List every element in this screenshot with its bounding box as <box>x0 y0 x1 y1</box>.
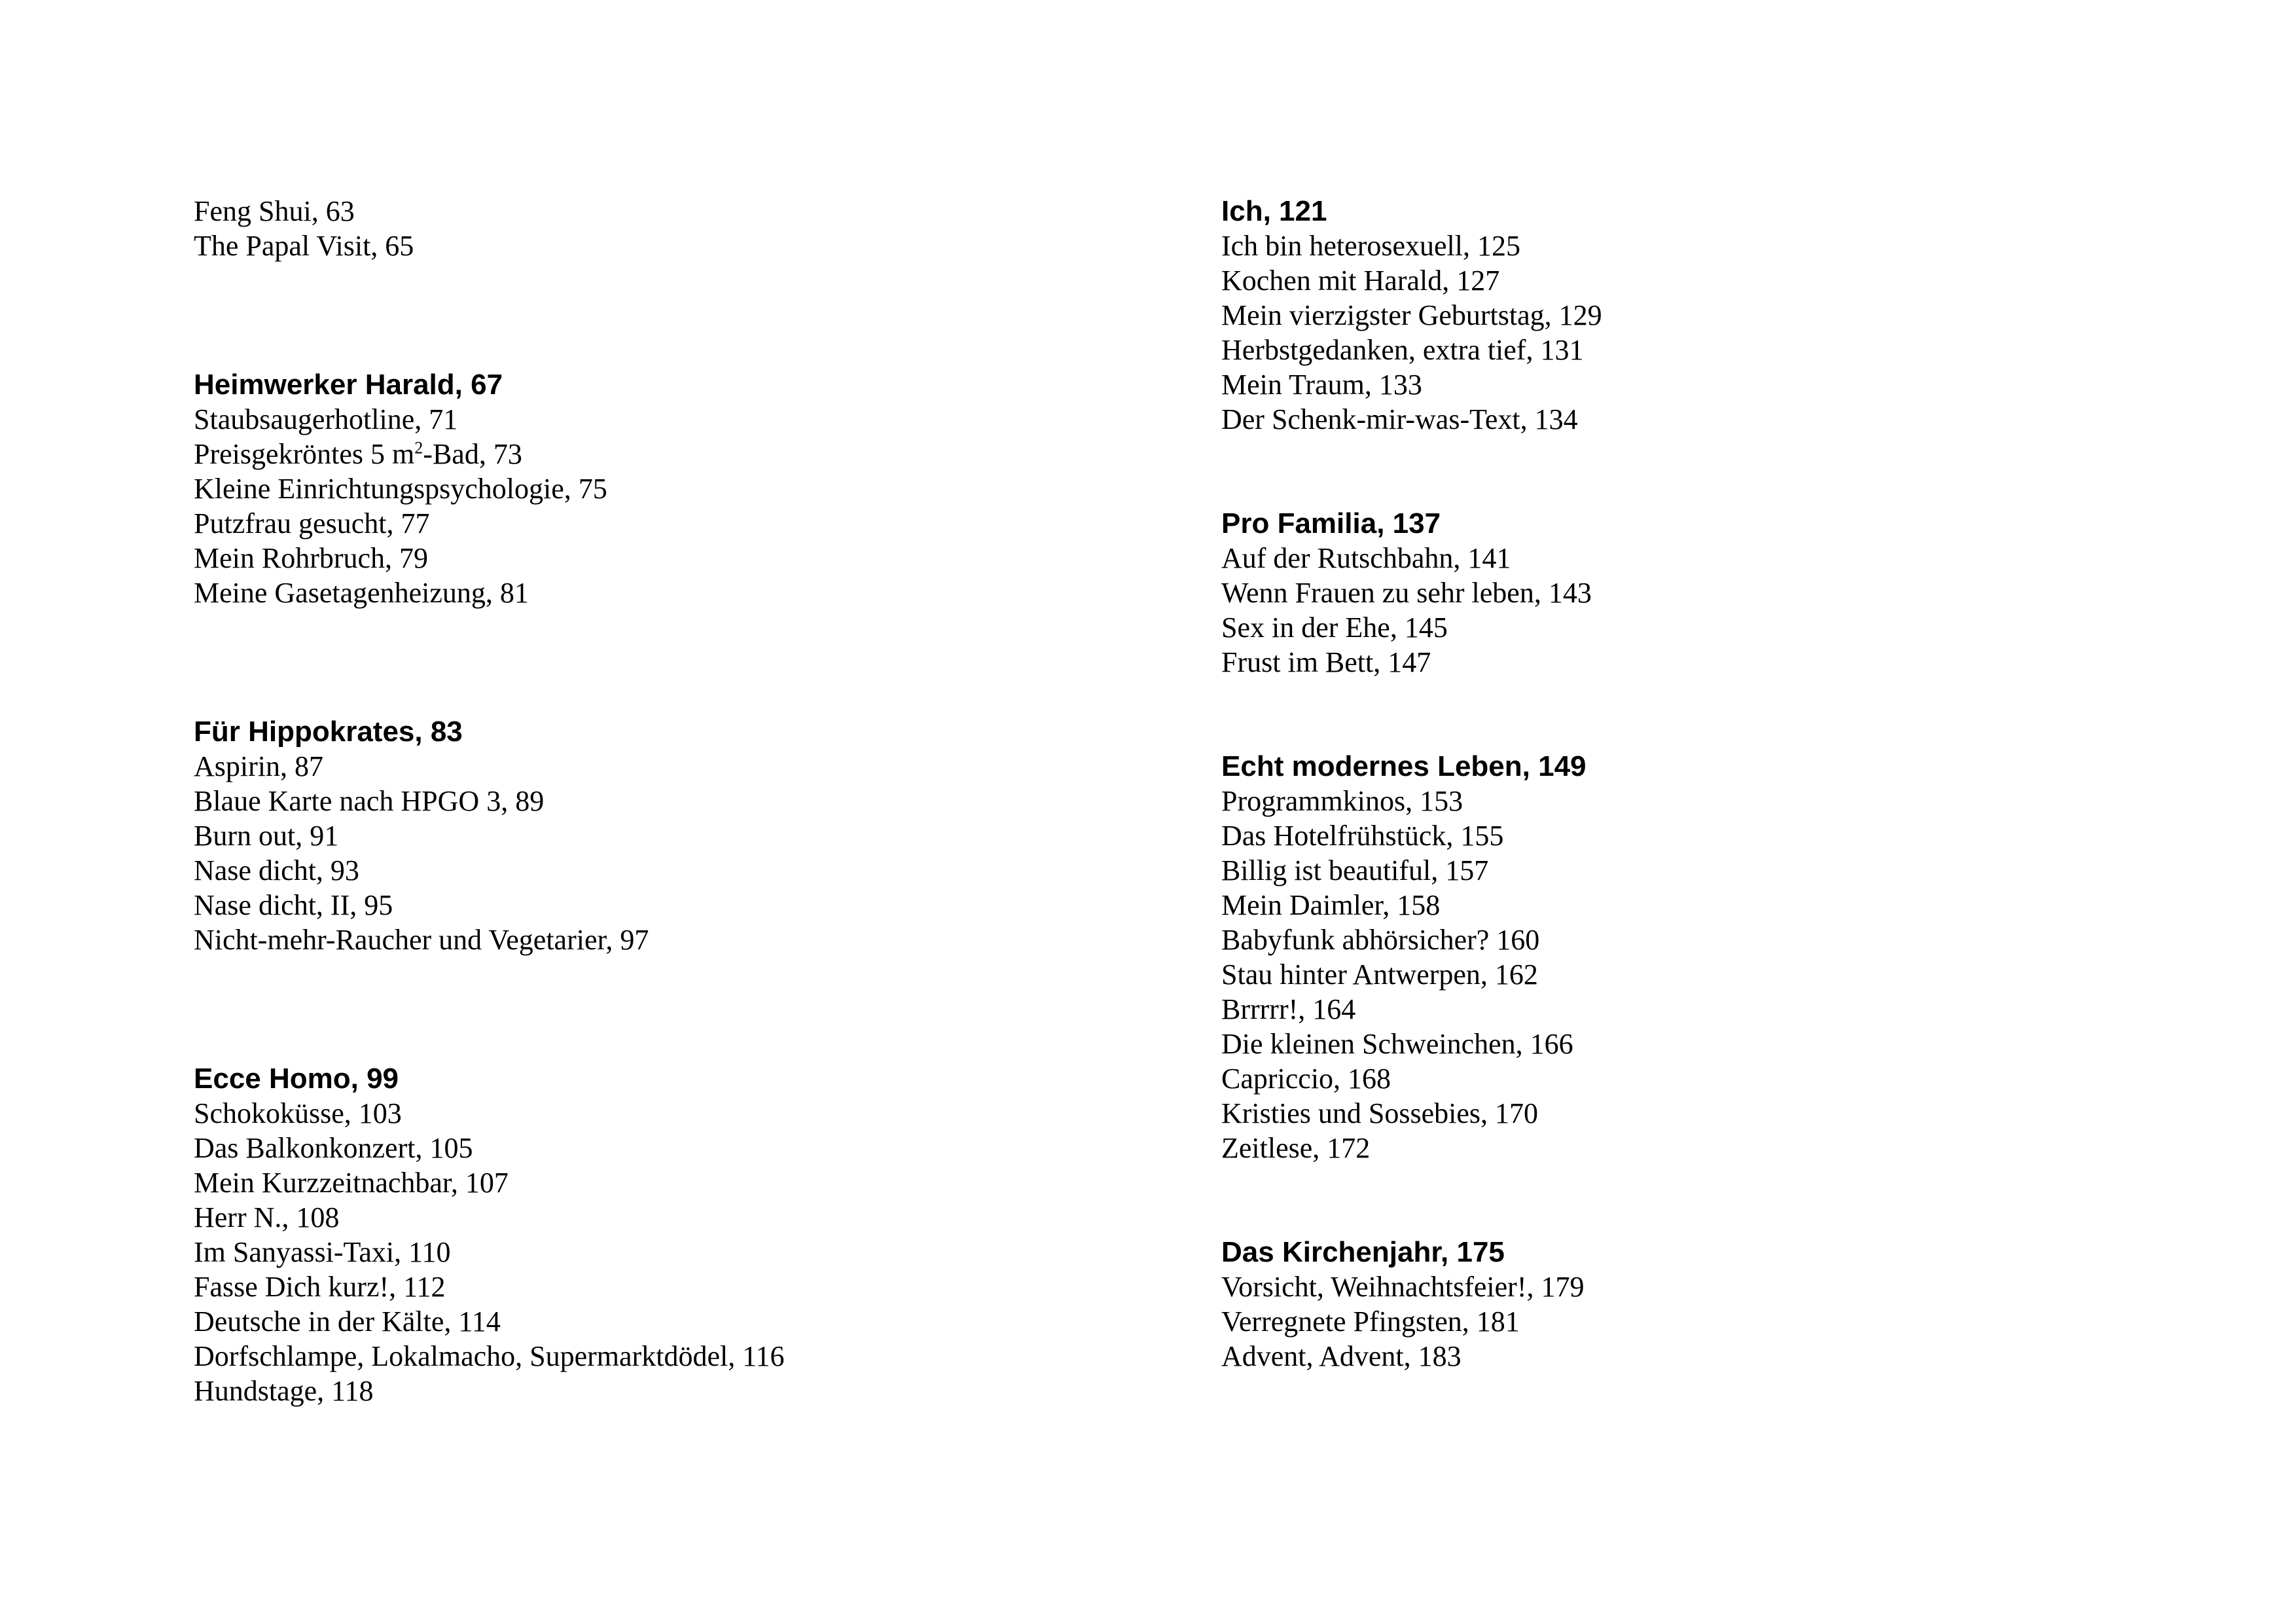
toc-entry: Blaue Karte nach HPGO 3, 89 <box>194 785 545 817</box>
toc-entry: Meine Gasetagenheizung, 81 <box>194 577 529 609</box>
toc-entry: Schokoküsse, 103 <box>194 1097 402 1129</box>
toc-entry: Das Hotelfrühstück, 155 <box>1221 820 1504 852</box>
toc-entry: Kleine Einrichtungspsychologie, 75 <box>194 473 607 505</box>
toc-entry: Nicht-mehr-Raucher und Vegetarier, 97 <box>194 924 649 956</box>
toc-entry: Capriccio, 168 <box>1221 1063 1391 1095</box>
toc-entry: Putzfrau gesucht, 77 <box>194 507 430 539</box>
toc-entry: Nase dicht, 93 <box>194 854 359 886</box>
section-heading: Ecce Homo, 99 <box>194 1063 399 1095</box>
toc-entry: Mein Kurzzeitnachbar, 107 <box>194 1167 509 1199</box>
toc-entry: Im Sanyassi-Taxi, 110 <box>194 1236 451 1268</box>
toc-entry: Stau hinter Antwerpen, 162 <box>1221 958 1538 991</box>
toc-entry: Die kleinen Schweinchen, 166 <box>1221 1028 1573 1060</box>
toc-section <box>1221 194 2105 437</box>
toc-entry: Kochen mit Harald, 127 <box>1221 264 1500 297</box>
toc-section <box>194 367 1077 610</box>
toc-entry: Mein Rohrbruch, 79 <box>194 542 429 574</box>
toc-entry: Aspirin, 87 <box>194 750 323 782</box>
section-heading: Echt modernes Leben, 149 <box>1221 750 1587 782</box>
toc-entry: Vorsicht, Weihnachtsfeier!, 179 <box>1221 1271 1585 1303</box>
toc-section <box>1221 1235 2105 1374</box>
toc-entry <box>194 437 1077 471</box>
toc-entry: Feng Shui, 63 <box>194 195 355 227</box>
toc-section <box>194 714 1077 957</box>
toc-left-column <box>194 194 1077 1408</box>
toc-entry: Advent, Advent, 183 <box>1221 1340 1462 1372</box>
toc-entry: Verregnete Pfingsten, 181 <box>1221 1305 1520 1338</box>
toc-entry: Dorfschlampe, Lokalmacho, Supermarktdödel, 116 <box>194 1340 785 1372</box>
toc-entry: The Papal Visit, 65 <box>194 230 414 262</box>
section-heading: Ich, 121 <box>1221 195 1327 227</box>
toc-section <box>194 1061 1077 1408</box>
toc-entry: Der Schenk-mir-was-Text, 134 <box>1221 403 1578 435</box>
toc-entry-text: -Bad, 73 <box>423 438 522 470</box>
toc-entry: Wenn Frauen zu sehr leben, 143 <box>1221 577 1592 609</box>
toc-entry: Zeitlese, 172 <box>1221 1132 1371 1164</box>
toc-entry: Sex in der Ehe, 145 <box>1221 611 1448 644</box>
toc-entry: Kristies und Sossebies, 170 <box>1221 1097 1538 1129</box>
toc-entry: Billig ist beautiful, 157 <box>1221 854 1489 886</box>
toc-entry: Herbstgedanken, extra tief, 131 <box>1221 334 1584 366</box>
section-heading: Das Kirchenjahr, 175 <box>1221 1236 1505 1268</box>
toc-entry: Deutsche in der Kälte, 114 <box>194 1305 501 1338</box>
section-heading: Für Hippokrates, 83 <box>194 716 463 748</box>
toc-entry: Nase dicht, II, 95 <box>194 889 393 921</box>
toc-entry: Babyfunk abhörsicher? 160 <box>1221 924 1540 956</box>
toc-section <box>194 194 1077 263</box>
toc-entry: Auf der Rutschbahn, 141 <box>1221 542 1511 574</box>
toc-entry: Fasse Dich kurz!, 112 <box>194 1271 446 1303</box>
section-heading: Pro Familia, 137 <box>1221 507 1441 539</box>
toc-entry: Hundstage, 118 <box>194 1375 374 1407</box>
toc-entry: Herr N., 108 <box>194 1201 340 1233</box>
toc-right-column <box>1221 194 2105 1374</box>
toc-entry: Brrrrr!, 164 <box>1221 993 1356 1025</box>
toc-entry: Programmkinos, 153 <box>1221 785 1463 817</box>
toc-entry: Burn out, 91 <box>194 820 339 852</box>
section-heading: Heimwerker Harald, 67 <box>194 369 503 401</box>
toc-section <box>1221 506 2105 680</box>
toc-entry: Mein vierzigster Geburtstag, 129 <box>1221 299 1602 331</box>
toc-entry: Ich bin heterosexuell, 125 <box>1221 230 1520 262</box>
toc-entry: Mein Daimler, 158 <box>1221 889 1441 921</box>
toc-section <box>1221 749 2105 1165</box>
toc-entry: Frust im Bett, 147 <box>1221 646 1431 678</box>
toc-entry: Das Balkonkonzert, 105 <box>194 1132 473 1164</box>
toc-entry: Mein Traum, 133 <box>1221 369 1422 401</box>
toc-entry: Staubsaugerhotline, 71 <box>194 403 458 435</box>
superscript: 2 <box>414 438 423 458</box>
toc-entry-text: Preisgekröntes 5 m <box>194 438 415 470</box>
